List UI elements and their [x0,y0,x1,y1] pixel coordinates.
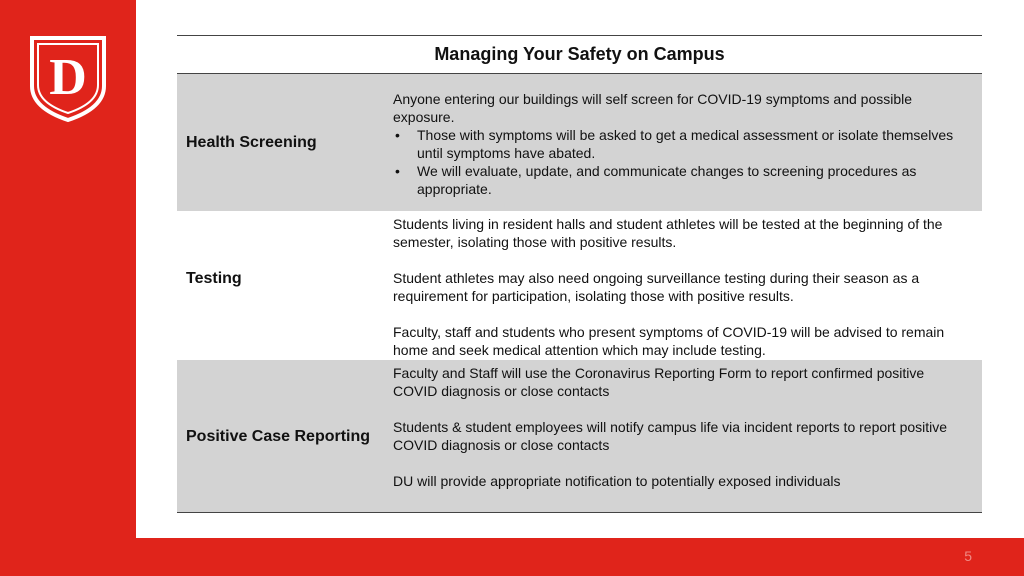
row-health-screening [177,74,982,211]
bullet-item: • Those with symptoms will be asked to get a medical assessment or isolate themselves until symptoms have abated. [393,126,970,162]
bullet-list [393,126,970,198]
du-shield-logo [28,34,108,122]
row-testing [177,211,982,360]
bullet-item: • We will evaluate, update, and communicate changes to screening procedures as appropriate. [393,162,970,198]
paragraph: Faculty and Staff will use the Coronavirus Reporting Form to report confirmed positive COVID diagnosis or close contacts [393,365,925,399]
row-label: Positive Case Reporting [186,427,371,445]
row-content [387,211,982,360]
paragraph: DU will provide appropriate notification to potentially exposed individuals [393,473,841,489]
paragraph: Students & student employees will notify campus life via incident reports to report positive COVID diagnosis or close contacts [393,419,948,453]
paragraph: Students living in resident halls and student athletes will be tested at the beginning of the semester, isolating those with positive results. [393,216,943,250]
table-title: Managing Your Safety on Campus [177,35,982,74]
row-label: Health Screening [186,134,317,151]
paragraph: Faculty, staff and students who present symptoms of COVID-19 will be advised to remain home and seek medical attention which may include testing. [393,324,945,358]
row-content [387,360,982,512]
page-number: 5 [964,548,972,564]
safety-table [177,35,982,513]
row-positive-case-reporting [177,360,982,513]
paragraph: Student athletes may also need ongoing surveillance testing during their season as a requirement for participation, isolating those with positive results. [393,270,920,304]
svg-text:D: D [49,49,87,106]
row-content [387,74,982,211]
bottom-brand-bar [136,538,1024,576]
left-brand-bar [0,0,136,576]
row-label: Testing [186,270,242,287]
intro-text: Anyone entering our buildings will self screen for COVID-19 symptoms and possible exposure. [393,91,913,125]
